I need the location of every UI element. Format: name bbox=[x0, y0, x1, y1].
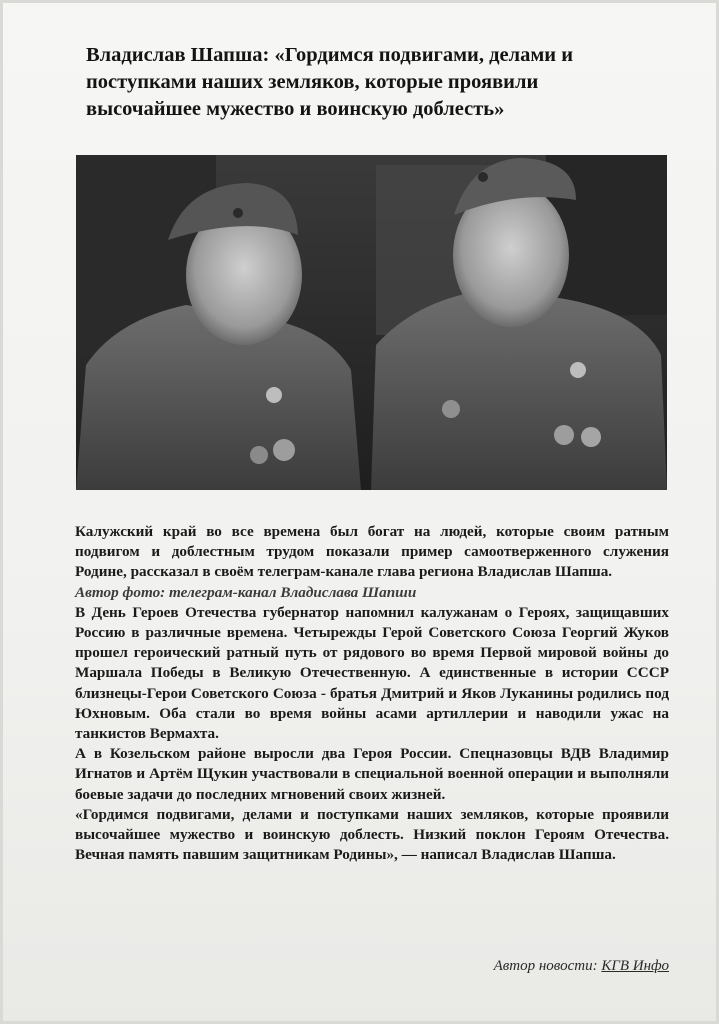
article-title: Владислав Шапша: «Гордимся подвигами, делами и поступками наших земляков, которые проявили высочайшее мужество и воинскую доблесть» bbox=[86, 44, 574, 120]
paragraph-heroes: В День Героев Отечества губернатор напомнил калужанам о Героях, защищавших Россию в различные времена. Четырежды Герой Советского Союза Георгий Жуков прошел героический ратный путь от рядового во время Первой мировой войны до Маршала Победы в Великую Отечественную. А единственные в истории СССР близнецы-Герои Советского Союза - братья Дмитрий и Яков Луканины родились под Юхновым. Оба стали во время войны асами артиллерии и наводили ужас на танкистов Вермахта. bbox=[75, 603, 669, 743]
article-body bbox=[75, 522, 669, 865]
news-author bbox=[494, 958, 669, 975]
paragraph-quote: «Гордимся подвигами, делами и поступками наших земляков, которые проявили высочайшее мужество и воинскую доблесть. Низкий поклон Героям Отечества. Вечная память павшим защитникам Родины», — написал Владислав Шапша. bbox=[75, 805, 669, 864]
author-link[interactable]: КГВ Инфо bbox=[601, 958, 669, 974]
soldiers-photo bbox=[76, 155, 667, 490]
paragraph-intro: Калужский край во все времена был богат на людей, которые своим ратным подвигом и доблестным трудом показали пример самоотверженного служения Родине, рассказал в своём телеграм-канале глава региона Владислав Шапша. bbox=[75, 523, 669, 581]
author-label: Автор новости: bbox=[493, 958, 598, 974]
paragraph-kozelsk: А в Козельском районе выросли два Героя России. Спецназовцы ВДВ Владимир Игнатов и Артём Щукин участвовали в специальной военной операции и выполняли боевые задачи до последних мгновений своих жизней. bbox=[75, 745, 669, 803]
photo-caption: Автор фото: телеграм-канал Владислава Шапши bbox=[75, 583, 417, 601]
